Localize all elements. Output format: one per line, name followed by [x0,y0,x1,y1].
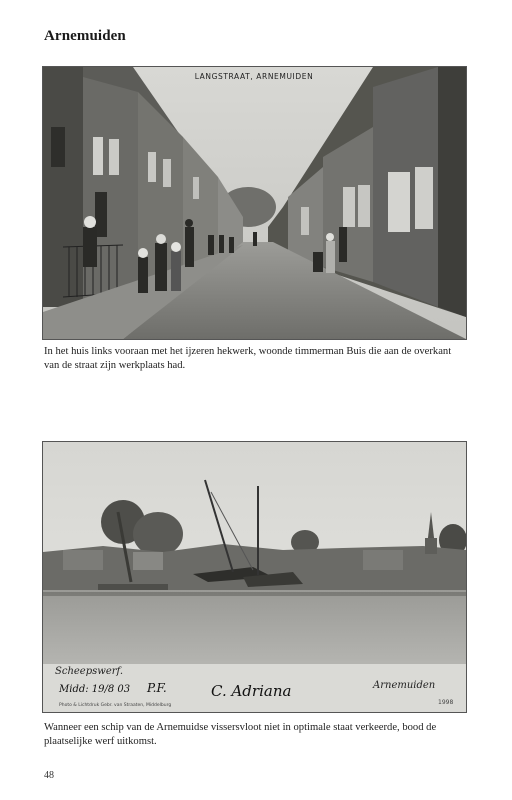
page-title: Arnemuiden [44,28,126,44]
shipyard-photograph [42,441,467,713]
postcard-title-left: Scheepswerf. [55,666,124,677]
year-mark: 1998 [438,699,454,706]
postcard-title-right: Arnemuiden [373,680,436,691]
handwritten-date: Midd: 19/8 03 [59,684,131,695]
handwritten-initials: P.F. [147,681,167,695]
handwritten-signature: C. Adriana [211,682,292,700]
photo-caption: Wanneer een schip van de Arnemuidse vissersvloot niet in optimale staat verkeerde, bood de plaatselijke werf uitkomst. [44,722,437,747]
page-number: 48 [44,770,54,781]
postcard-title: LANGSTRAAT, ARNEMUIDEN [194,72,314,81]
photo-caption: In het huis links vooraan met het ijzeren hekwerk, woonde timmerman Buis die aan de overkant van de straat zijn werkplaats had. [44,346,452,371]
publisher-imprint: Photo & Lichtdruk Gebr. van Straaten, Middelburg [59,703,172,708]
street-photograph [42,66,467,340]
